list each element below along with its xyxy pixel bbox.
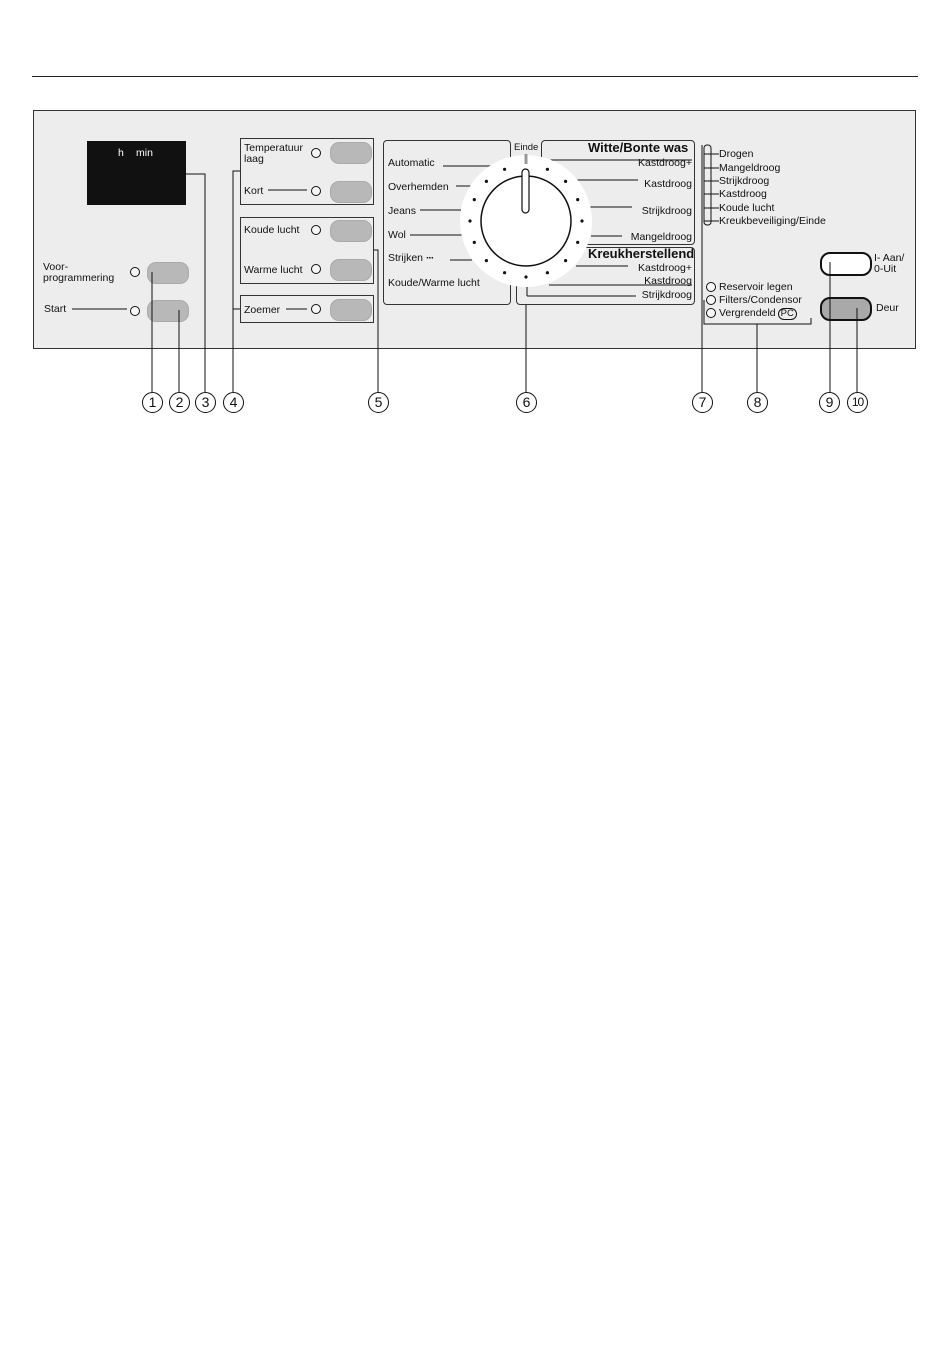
cr-extra-dry: Kastdroog+ bbox=[638, 262, 692, 274]
program-wool: Wol bbox=[388, 229, 406, 241]
dial-dot bbox=[580, 219, 583, 222]
dial-pointer bbox=[522, 169, 529, 213]
dial-dot bbox=[524, 275, 527, 278]
bracket-8 bbox=[704, 300, 811, 324]
reservoir-label: Reservoir legen bbox=[719, 281, 793, 293]
dial-dot bbox=[576, 241, 579, 244]
filters-label: Filters/Condensor bbox=[719, 294, 802, 306]
wc-dry: Kastdroog bbox=[644, 178, 692, 190]
display-leader-line bbox=[186, 174, 205, 392]
callout-2: 2 bbox=[169, 392, 190, 413]
dial-dot bbox=[503, 168, 506, 171]
door-label: Deur bbox=[876, 302, 899, 314]
leader-5 bbox=[374, 250, 378, 392]
buzzer-label: Zoemer bbox=[244, 304, 281, 316]
cold-air-label: Koude lucht bbox=[244, 224, 300, 236]
wc-extra-dry: Kastdroog+ bbox=[638, 157, 692, 169]
dial-dot bbox=[546, 271, 549, 274]
program-end: Einde bbox=[514, 142, 539, 153]
dial-dot bbox=[576, 198, 579, 201]
callout-9: 9 bbox=[819, 392, 840, 413]
dial-dot bbox=[564, 259, 567, 262]
bracket-4 bbox=[233, 171, 240, 309]
callout-5: 5 bbox=[368, 392, 389, 413]
dial-dot bbox=[546, 168, 549, 171]
progress-anti-crease-end: Kreukbeveiliging/Einde bbox=[719, 215, 826, 227]
progress-iron-dry: Strijkdroog bbox=[719, 175, 770, 187]
display-minutes-label: min bbox=[136, 147, 153, 159]
drops-icon: ··· bbox=[425, 252, 434, 264]
crease-title: Kreukherstellend bbox=[588, 246, 695, 261]
warm-air-label: Warme lucht bbox=[244, 264, 303, 276]
dial-dot bbox=[473, 198, 476, 201]
progress-cool-air: Koude lucht bbox=[719, 202, 775, 214]
dial-dot bbox=[473, 241, 476, 244]
cr-dry: Kastdroog bbox=[644, 275, 692, 287]
low-temp-label: Temperatuur laag bbox=[244, 142, 303, 165]
program-cold-warm-air: Koude/Warme lucht bbox=[388, 277, 480, 289]
delay-start-label: Voor- programmering bbox=[43, 261, 115, 284]
callout-3: 3 bbox=[195, 392, 216, 413]
dial-dot bbox=[485, 180, 488, 183]
callout-10: 10 bbox=[847, 392, 868, 413]
callout-4: 4 bbox=[223, 392, 244, 413]
power-label: I- Aan/ 0-Uit bbox=[874, 252, 905, 275]
progress-drying: Drogen bbox=[719, 148, 754, 160]
dial-dot bbox=[468, 219, 471, 222]
dial-dot bbox=[503, 271, 506, 274]
display-hours-label: h bbox=[118, 147, 124, 159]
progress-bar bbox=[704, 145, 711, 225]
progress-press-dry: Mangeldroog bbox=[719, 162, 781, 174]
cr-iron-dry: Strijkdroog bbox=[641, 289, 692, 301]
callout-7: 7 bbox=[692, 392, 713, 413]
locked-label-text: Vergrendeld bbox=[719, 307, 776, 319]
callout-1: 1 bbox=[142, 392, 163, 413]
callout-6: 6 bbox=[516, 392, 537, 413]
wc-iron-dry: Strijkdroog bbox=[641, 205, 692, 217]
dial-dot bbox=[564, 180, 567, 183]
program-jeans: Jeans bbox=[388, 205, 417, 217]
program-ironing-label: Strijken bbox=[388, 252, 424, 264]
wc-press-dry: Mangeldroog bbox=[630, 231, 692, 243]
start-label: Start bbox=[44, 303, 67, 315]
program-automatic: Automatic bbox=[388, 157, 435, 169]
progress-dry: Kastdroog bbox=[719, 188, 767, 200]
white-coloured-title: Witte/Bonte was bbox=[588, 140, 689, 155]
short-label: Kort bbox=[244, 185, 264, 197]
pc-icon: PC bbox=[778, 308, 797, 320]
callout-8: 8 bbox=[747, 392, 768, 413]
program-shirts: Overhemden bbox=[388, 181, 449, 193]
dial-dot bbox=[485, 259, 488, 262]
